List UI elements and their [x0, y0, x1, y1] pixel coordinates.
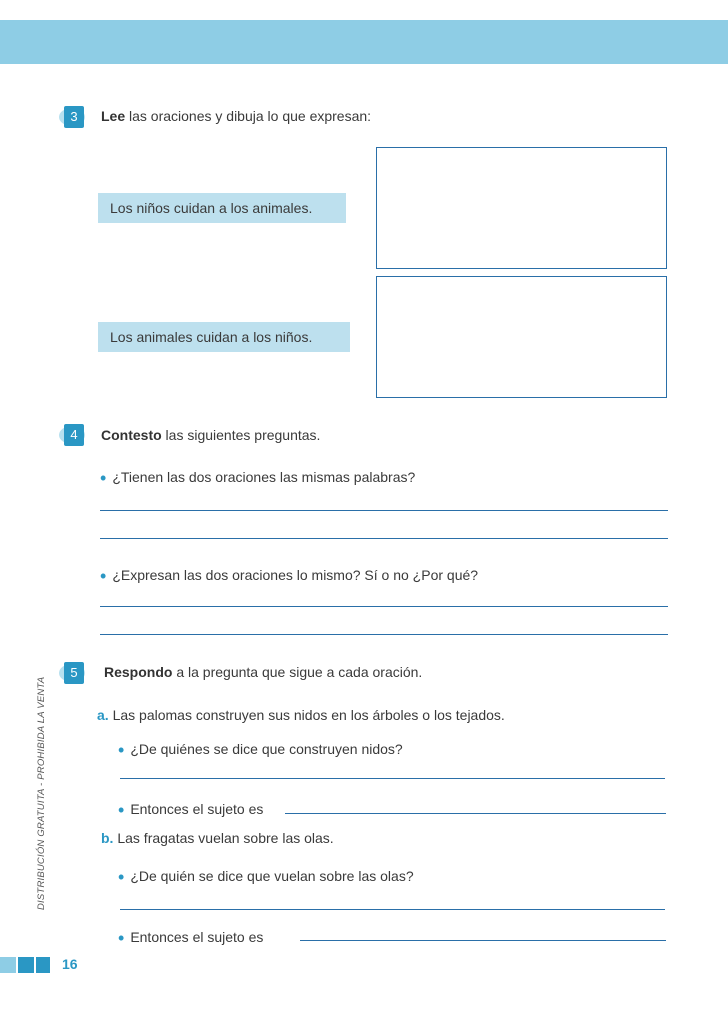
- activity-3-verb: Lee: [101, 108, 126, 124]
- page-tab-dark-2: [36, 957, 50, 973]
- activity-3-text: las oraciones y dibuja lo que expresan:: [125, 108, 372, 124]
- page-tab-dark-1: [18, 957, 34, 973]
- activity-3-number: 3: [64, 106, 84, 128]
- answer-line-2a[interactable]: [100, 606, 668, 607]
- activity-5-instruction: [104, 664, 422, 680]
- activity-5-verb: Respondo: [104, 664, 173, 680]
- activity-5-number: 5: [64, 662, 84, 684]
- answer-line-b[interactable]: [120, 909, 665, 910]
- answer-line-a[interactable]: [120, 778, 665, 779]
- bullet-icon: •: [118, 800, 125, 820]
- question-a-text: ¿De quiénes se dice que construyen nidos?: [130, 741, 403, 757]
- question-1-text: ¿Tienen las dos oraciones las mismas palabras?: [112, 469, 416, 485]
- question-b: [118, 867, 414, 888]
- subject-b: [118, 928, 263, 949]
- sentence-2: Los animales cuidan a los niños.: [98, 322, 350, 352]
- question-2: [100, 566, 478, 587]
- question-a: [118, 740, 403, 761]
- subject-b-text: Entonces el sujeto es: [130, 929, 264, 945]
- activity-3-instruction: [101, 108, 371, 124]
- sentence-b: [101, 830, 334, 846]
- bullet-icon: •: [118, 740, 125, 760]
- page-number: 16: [62, 956, 78, 972]
- bullet-icon: •: [118, 928, 125, 948]
- page-tab-light: [0, 957, 16, 973]
- activity-4-number: 4: [64, 424, 84, 446]
- header-band: [0, 20, 728, 64]
- drawing-box-1[interactable]: [376, 147, 667, 269]
- letter-b: b.: [101, 830, 114, 846]
- activity-4-text: las siguientes preguntas.: [161, 427, 321, 443]
- subject-line-a[interactable]: [285, 813, 666, 814]
- bullet-icon: •: [100, 566, 107, 586]
- question-2-text: ¿Expresan las dos oraciones lo mismo? Sí o no ¿Por qué?: [112, 567, 479, 583]
- sentence-a: [97, 707, 505, 723]
- sentence-1: Los niños cuidan a los animales.: [98, 193, 346, 223]
- activity-4-verb: Contesto: [101, 427, 162, 443]
- answer-line-1a[interactable]: [100, 510, 668, 511]
- sentence-b-text: Las fragatas vuelan sobre las olas.: [113, 830, 334, 846]
- activity-5-text: a la pregunta que sigue a cada oración.: [172, 664, 423, 680]
- activity-4-instruction: [101, 427, 320, 443]
- bullet-icon: •: [100, 468, 107, 488]
- distribution-note: DISTRIBUCIÓN GRATUITA - PROHIBIDA LA VENTA: [36, 676, 47, 910]
- subject-line-b[interactable]: [300, 940, 666, 941]
- subject-a: [118, 800, 263, 821]
- answer-line-2b[interactable]: [100, 634, 668, 635]
- subject-a-text: Entonces el sujeto es: [130, 801, 264, 817]
- bullet-icon: •: [118, 867, 125, 887]
- sentence-a-text: Las palomas construyen sus nidos en los árboles o los tejados.: [108, 707, 505, 723]
- question-1: [100, 468, 415, 489]
- letter-a: a.: [97, 707, 109, 723]
- answer-line-1b[interactable]: [100, 538, 668, 539]
- question-b-text: ¿De quién se dice que vuelan sobre las olas?: [130, 868, 414, 884]
- drawing-box-2[interactable]: [376, 276, 667, 398]
